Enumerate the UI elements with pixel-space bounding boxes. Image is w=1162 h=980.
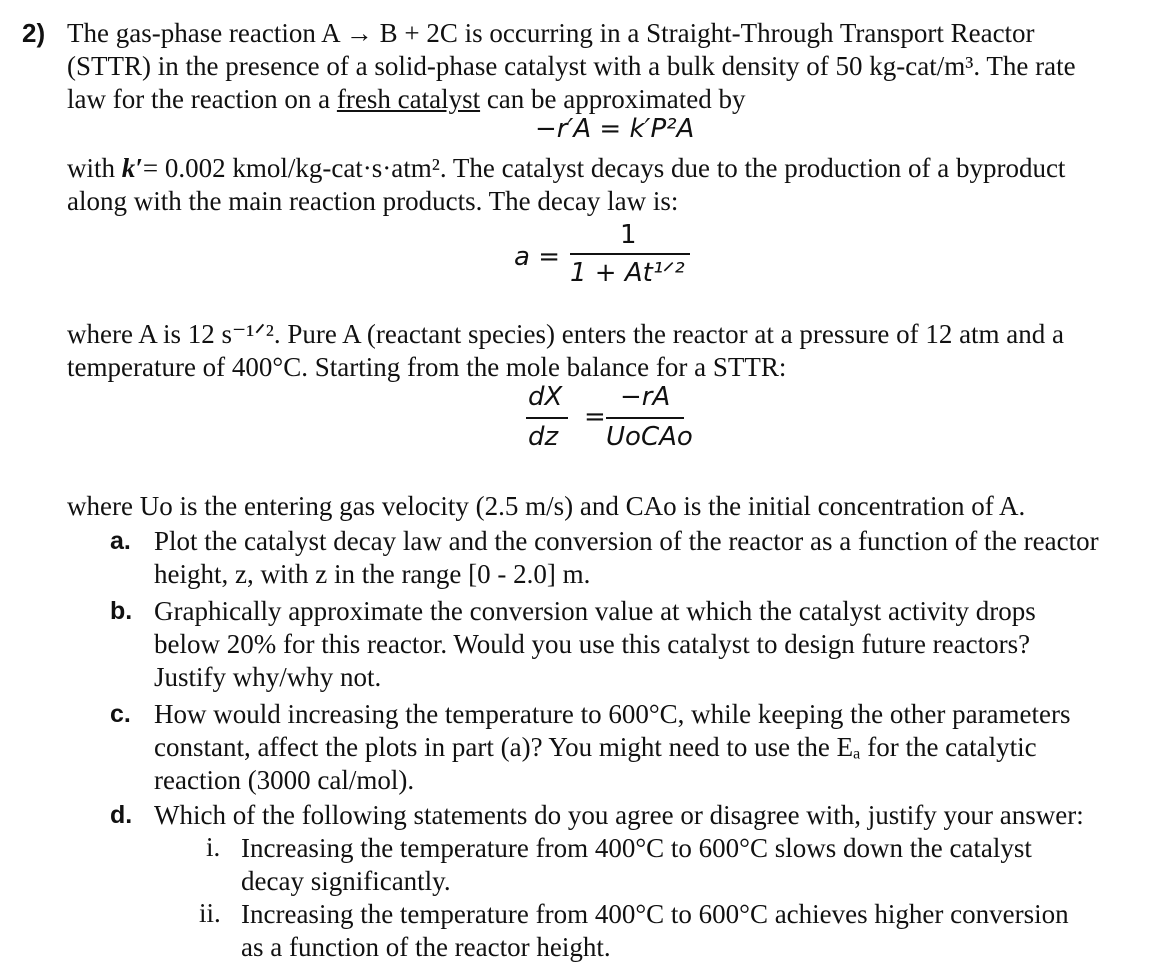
mole-balance-dX: dX bbox=[528, 382, 563, 412]
part-a-marker: a. bbox=[110, 527, 131, 555]
kprime-line bbox=[67, 152, 1139, 185]
part-a-line-2: height, z, with z in the range [0 - 2.0] m. bbox=[154, 559, 591, 589]
part-d-line-1: Which of the following statements do you agree or disagree with, justify your answer: bbox=[154, 800, 1084, 830]
mole-balance-bar-right bbox=[606, 417, 684, 419]
part-c-line-1: How would increasing the temperature to 600°C, while keeping the other parameters bbox=[154, 699, 1071, 729]
decay-lhs: a = bbox=[514, 242, 560, 272]
intro-line-3-pre: law for the reaction on a bbox=[67, 84, 337, 114]
part-b-marker: b. bbox=[110, 597, 133, 625]
kprime-paragraph bbox=[67, 152, 1139, 218]
subpart-i-text bbox=[241, 832, 1139, 898]
part-b-line-1: Graphically approximate the conversion value at which the catalyst activity drops bbox=[154, 596, 1036, 626]
mole-balance-rA: −rA bbox=[620, 382, 671, 412]
part-c-line-2: constant, affect the plots in part (a)? You might need to use the Eₐ for the catalytic bbox=[154, 732, 1037, 762]
intro-line-2: (STTR) in the presence of a solid-phase catalyst with a bulk density of 50 kg-cat/m³. The rate bbox=[67, 51, 1076, 81]
decay-intro-line: along with the main reaction products. The decay law is: bbox=[67, 186, 679, 216]
intro-line-3-post: can be approximated by bbox=[480, 84, 746, 114]
part-c-line-3: reaction (3000 cal/mol). bbox=[154, 765, 415, 795]
part-b-text bbox=[154, 595, 1139, 694]
mole-balance-dz: dz bbox=[528, 422, 559, 452]
fresh-catalyst-underlined: fresh catalyst bbox=[336, 84, 481, 114]
where-U-line: where Uo is the entering gas velocity (2.5 m/s) and CAo is the initial concentration of A. bbox=[67, 491, 1026, 521]
part-b-line-2: below 20% for this reactor. Would you use this catalyst to design future reactors? bbox=[154, 629, 1031, 659]
rate-law-equation: −r′A = k′P²A bbox=[535, 114, 695, 144]
part-d-marker: d. bbox=[110, 801, 133, 829]
subpart-i-line-1: Increasing the temperature from 400°C to 600°C slows down the catalyst bbox=[241, 833, 1032, 863]
mole-balance-UoCAo: UoCAo bbox=[606, 422, 693, 452]
mole-balance-equation bbox=[520, 380, 720, 460]
where-U-paragraph bbox=[67, 490, 1139, 523]
decay-law-equation bbox=[514, 220, 714, 290]
intro-line-1: The gas-phase reaction A → B + 2C is occurring in a Straight-Through Transport Reactor bbox=[67, 18, 1035, 48]
subpart-ii-marker: ii. bbox=[199, 898, 221, 928]
where-A-line-2: temperature of 400°C. Starting from the mole balance for a STTR: bbox=[67, 352, 787, 382]
decay-numerator: 1 bbox=[620, 220, 637, 250]
where-A-paragraph bbox=[67, 318, 1139, 384]
kprime-post: = 0.002 kmol/kg-cat·s·atm². The catalyst decays due to the production of a byproduct bbox=[142, 153, 1066, 183]
part-b-line-3: Justify why/why not. bbox=[154, 662, 382, 692]
subpart-ii-line-2: as a function of the reactor height. bbox=[241, 932, 611, 962]
question-number: 2) bbox=[22, 18, 46, 48]
subpart-ii-text bbox=[241, 898, 1139, 964]
kprime-symbol: k′ bbox=[121, 153, 143, 183]
mole-balance-bar-left bbox=[526, 417, 568, 419]
part-d-text bbox=[154, 799, 1139, 832]
subpart-ii-line-1: Increasing the temperature from 400°C to 600°C achieves higher conversion bbox=[241, 899, 1069, 929]
decay-fraction-bar bbox=[570, 253, 690, 255]
mole-balance-equals: = bbox=[584, 402, 606, 432]
kprime-pre: with bbox=[67, 153, 122, 183]
decay-denominator: 1 + At¹ᐟ² bbox=[570, 258, 685, 288]
intro-line-3 bbox=[67, 83, 1139, 116]
part-a-line-1: Plot the catalyst decay law and the conversion of the reactor as a function of the reactor bbox=[154, 526, 1099, 556]
subpart-i-line-2: decay significantly. bbox=[241, 866, 451, 896]
where-A-line-1: where A is 12 s⁻¹ᐟ². Pure A (reactant species) enters the reactor at a pressure of 12 atm and a bbox=[67, 319, 1065, 349]
part-c-marker: c. bbox=[110, 700, 131, 728]
part-a-text bbox=[154, 525, 1139, 591]
intro-paragraph bbox=[67, 17, 1139, 116]
part-c-text bbox=[154, 698, 1139, 797]
subpart-i-marker: i. bbox=[206, 832, 221, 862]
